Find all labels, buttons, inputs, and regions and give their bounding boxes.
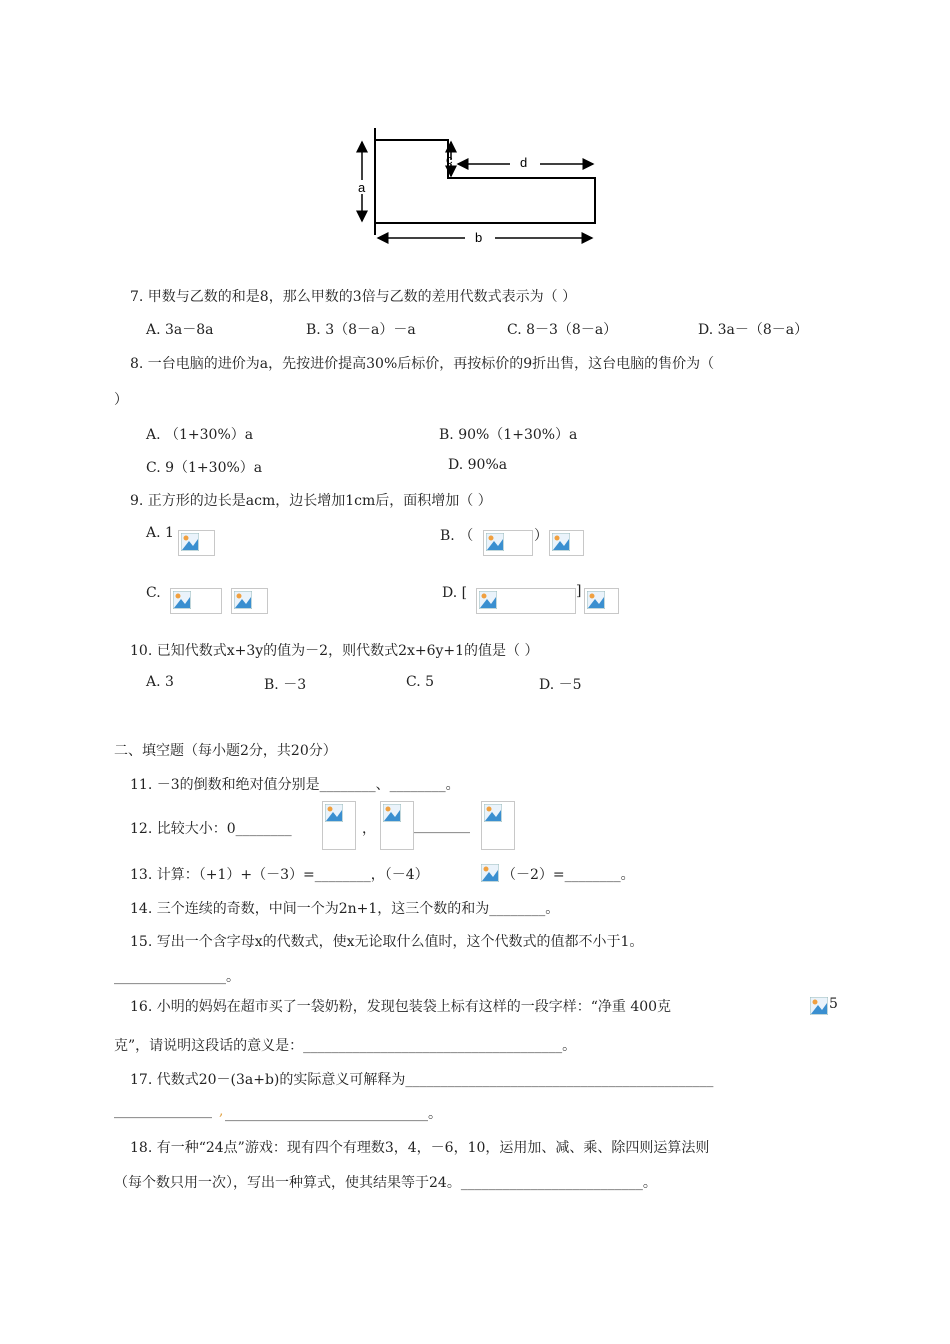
q7-option-b: B. 3（8－a）－a bbox=[306, 322, 416, 338]
q9-option-b: B. （ bbox=[440, 528, 474, 544]
broken-image-icon bbox=[322, 801, 356, 850]
q13-text-b: （－2）=________。 bbox=[502, 867, 635, 883]
q16-tail: 5 bbox=[829, 996, 838, 1012]
rectangle-diagram bbox=[350, 120, 610, 250]
q9-option-d-close: ] bbox=[576, 583, 582, 599]
q10-stem: 10. 已知代数式x+3y的值为－2，则代数式2x+6y+1的值是（ ） bbox=[130, 643, 539, 659]
q15-answer-line: ________________。 bbox=[114, 969, 240, 985]
q13-text-a: 13. 计算：（+1）+（－3）=________，（－4） bbox=[130, 867, 429, 883]
q17-text: 17. 代数式20－(3a+b)的实际意义可解释为____________________________________________ bbox=[130, 1072, 714, 1088]
q10-option-c: C. 5 bbox=[406, 674, 435, 690]
broken-image-icon bbox=[231, 588, 268, 614]
q9-option-c: C. bbox=[146, 585, 161, 601]
q10-option-b: B. －3 bbox=[264, 677, 307, 693]
broken-image-icon bbox=[170, 588, 222, 614]
q8-option-c: C. 9（1+30%）a bbox=[146, 460, 263, 476]
q16-line2: 克”，请说明这段话的意义是：_____________________________________。 bbox=[114, 1038, 577, 1054]
q16-text: 16. 小明的妈妈在超市买了一袋奶粉，发现包装袋上标有这样的一段字样：“净重 400克 bbox=[130, 999, 672, 1015]
q7-stem: 7. 甲数与乙数的和是8，那么甲数的3倍与乙数的差用代数式表示为（ ） bbox=[130, 289, 577, 305]
q12-separator: ， bbox=[362, 821, 376, 837]
q7-option-c: C. 8－3（8－a） bbox=[507, 322, 618, 338]
q17-mark: , bbox=[219, 1103, 224, 1119]
label-c: c bbox=[446, 152, 453, 167]
q8-stem-end: ） bbox=[114, 392, 128, 408]
q12-blank: ________ bbox=[414, 818, 470, 834]
q17-line2a: ______________ bbox=[114, 1103, 212, 1119]
broken-image-icon bbox=[476, 588, 576, 614]
q9-option-d: D. [ bbox=[442, 585, 468, 601]
label-a: a bbox=[358, 180, 366, 195]
q11-text: 11. －3的倒数和绝对值分别是________、________。 bbox=[130, 777, 460, 793]
broken-image-icon bbox=[810, 997, 828, 1015]
label-d: d bbox=[520, 155, 528, 170]
q9-option-b-close: ） bbox=[534, 528, 548, 544]
q18-text: 18. 有一种“24点”游戏：现有四个有理数3，4，－6，10，运用加、减、乘、除四则运算法则 bbox=[130, 1140, 710, 1156]
q14-text: 14. 三个连续的奇数，中间一个为2n+1，这三个数的和为________。 bbox=[130, 901, 560, 917]
q17-line2b: _____________________________。 bbox=[225, 1106, 442, 1122]
q10-option-a: A. 3 bbox=[146, 674, 174, 690]
q18-line2: （每个数只用一次），写出一种算式，使其结果等于24。__________________________。 bbox=[114, 1175, 657, 1191]
q8-option-b: B. 90%（1+30%）a bbox=[439, 427, 578, 443]
broken-image-icon bbox=[483, 530, 533, 556]
q12-text: 12. 比较大小：0________ bbox=[130, 821, 292, 837]
q8-option-a: A. （1+30%）a bbox=[146, 427, 254, 443]
broken-image-icon bbox=[380, 801, 414, 850]
q9-option-a: A. 1 bbox=[146, 525, 174, 541]
broken-image-icon bbox=[178, 530, 215, 556]
broken-image-icon bbox=[584, 588, 619, 614]
section-title: 二、填空题（每小题2分，共20分） bbox=[114, 743, 337, 759]
label-b: b bbox=[475, 230, 483, 245]
q8-stem: 8. 一台电脑的进价为a，先按进价提高30%后标价，再按标价的9折出售，这台电脑的售价为（ bbox=[130, 356, 715, 372]
broken-image-icon bbox=[481, 801, 515, 850]
q7-option-a: A. 3a－8a bbox=[146, 322, 214, 338]
q10-option-d: D. －5 bbox=[539, 677, 582, 693]
q15-text: 15. 写出一个含字母x的代数式，使x无论取什么值时，这个代数式的值都不小于1。 bbox=[130, 934, 644, 950]
q9-stem: 9. 正方形的边长是acm，边长增加1cm后，面积增加（ ） bbox=[130, 493, 492, 509]
broken-image-icon bbox=[549, 530, 584, 556]
broken-image-icon bbox=[481, 864, 499, 882]
q7-option-d: D. 3a－（8－a） bbox=[698, 322, 809, 338]
q8-option-d: D. 90%a bbox=[448, 457, 508, 473]
